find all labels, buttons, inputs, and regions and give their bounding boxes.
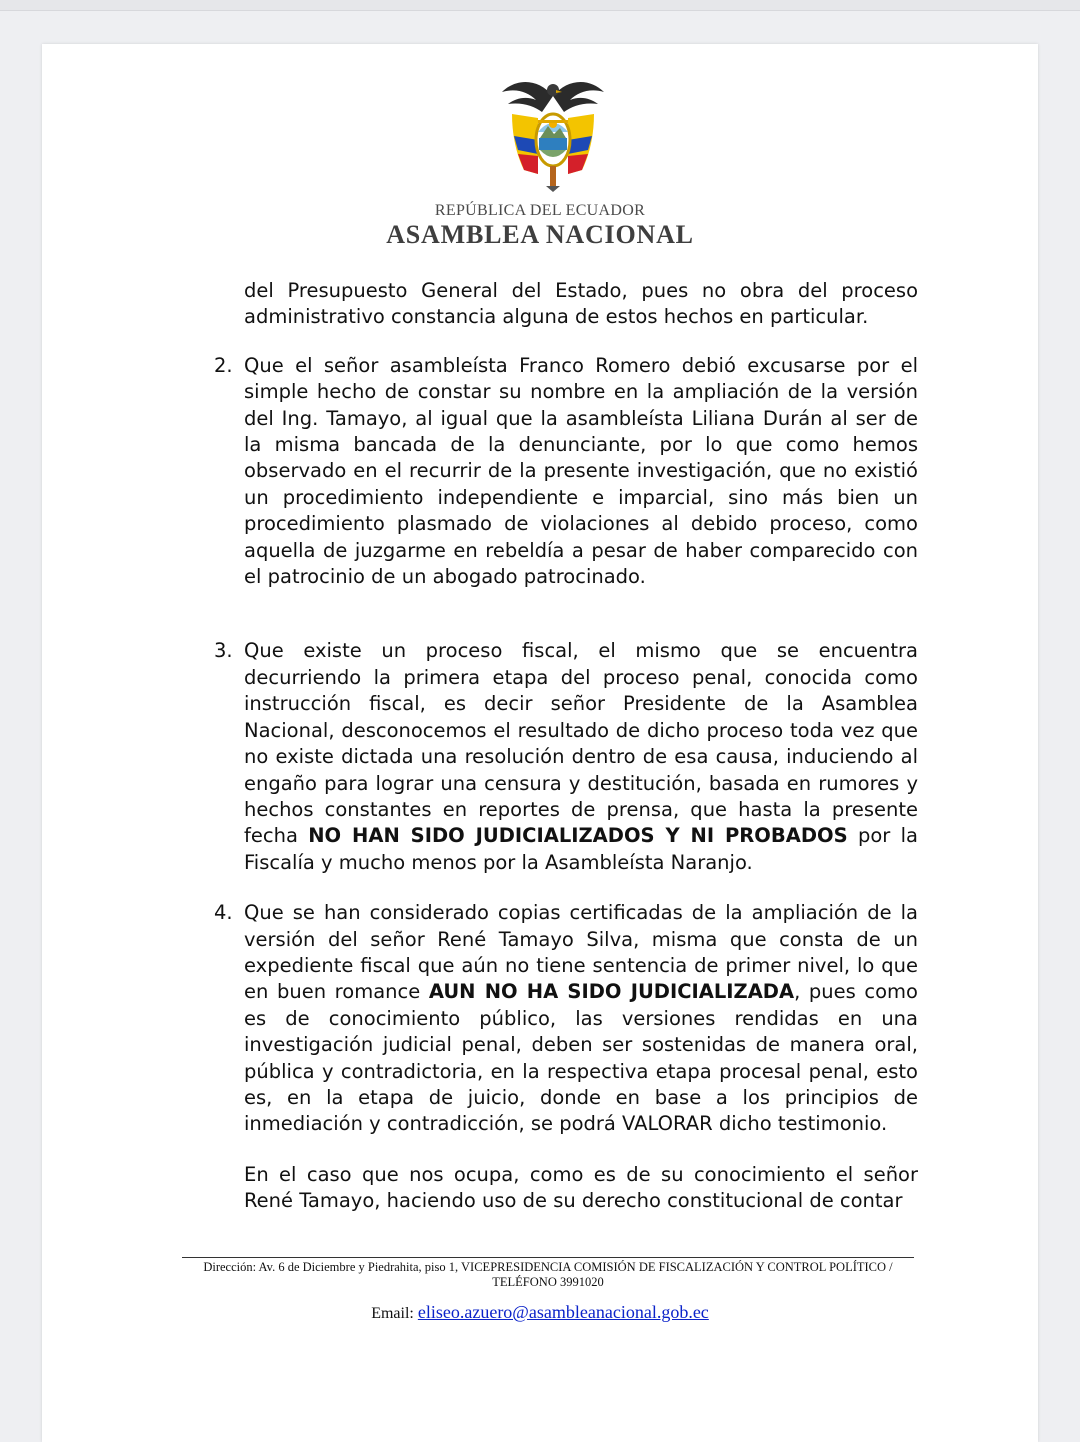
- list-item-3: [202, 638, 918, 876]
- list-item-text: Que se han considerado copias certificadas de la ampliación de la versión del señor René Tamayo Silva, misma que consta de un expediente fiscal que aún no tiene sentencia de primer nivel, lo que en buen romance: [244, 901, 918, 1004]
- paragraph-closing: En el caso que nos ocupa, como es de su conocimiento el señor René Tamayo, haciendo uso de su derecho constitucional de contar: [244, 1162, 918, 1213]
- email-label: Email:: [371, 1305, 418, 1322]
- viewer-top-bar: [0, 0, 1080, 11]
- list-item-text: Que existe un proceso fiscal, el mismo que se encuentra decurriendo la primera etapa del proceso penal, conocida como instrucción fiscal, es decir señor Presidente de la Asamblea Nacional, desconocemos el resultado de dicho proceso toda vez que no existe dictada una resolución dentro de esa causa, induciendo al engaño para lograr una censura y destitución, basada en rumores y hechos constantes en reportes de prensa, que hasta la presente fecha: [244, 639, 918, 848]
- footer-email-line: [42, 1302, 1038, 1323]
- footer-address: Dirección: Av. 6 de Diciembre y Piedrahita, piso 1, VICEPRESIDENCIA COMISIÓN DE FISCALIZACIÓN Y CONTROL POLÍTICO / TELÉFONO 3991020: [203, 1260, 893, 1289]
- list-number: 4.: [214, 901, 233, 925]
- footer-divider: [182, 1257, 914, 1258]
- document-body: [202, 278, 918, 1215]
- bold-emphasis: AUN NO HA SIDO JUDICIALIZADA: [428, 980, 795, 1004]
- list-item-text: , pues como es de conocimiento público, las versiones rendidas en una investigación judicial penal, deben ser sostenidas de manera oral, pública y contradictoria, en la respectiva etapa procesal penal, esto es, en la etapa de juicio, donde en base a los principios de inmediación y contradicción, se podrá VALORAR dicho testimonio.: [244, 980, 918, 1136]
- bold-emphasis: NO HAN SIDO JUDICIALIZADOS Y NI PROBADOS: [308, 824, 848, 848]
- list-item-text: por la Fiscalía y mucho menos por la Asambleísta Naranjo.: [244, 824, 918, 874]
- document-page: [42, 44, 1038, 1442]
- email-link[interactable]: eliseo.azuero@asambleanacional.gob.ec: [417, 1302, 709, 1322]
- header-institution: ASAMBLEA NACIONAL: [386, 220, 694, 249]
- paragraph-intro: del Presupuesto General del Estado, pues no obra del proceso administrativo constancia alguna de estos hechos en particular.: [244, 279, 918, 329]
- list-number: 3.: [214, 639, 233, 663]
- list-number: 2.: [214, 353, 233, 377]
- header-country: REPÚBLICA DEL ECUADOR: [434, 202, 646, 219]
- ecuador-coat-of-arms: [498, 74, 608, 194]
- list-item-text: Que el señor asambleísta Franco Romero debió excusarse por el simple hecho de constar su nombre en la ampliación de la versión del Ing. Tamayo, al igual que la asambleísta Liliana Durán al ser de la misma bancada de la denunciante, por lo que como hemos observado en el recurrir de la presente investigación, que no existió un procedimiento independiente e imparcial, sino más bien un procedimiento plasmado de violaciones al debido proceso, como aquella de juzgarme en rebeldía a pesar de haber comparecido con el patrocinio de un abogado patrocinado.: [244, 353, 918, 589]
- list-item-4: [202, 900, 918, 1138]
- list-item-2: [202, 353, 918, 591]
